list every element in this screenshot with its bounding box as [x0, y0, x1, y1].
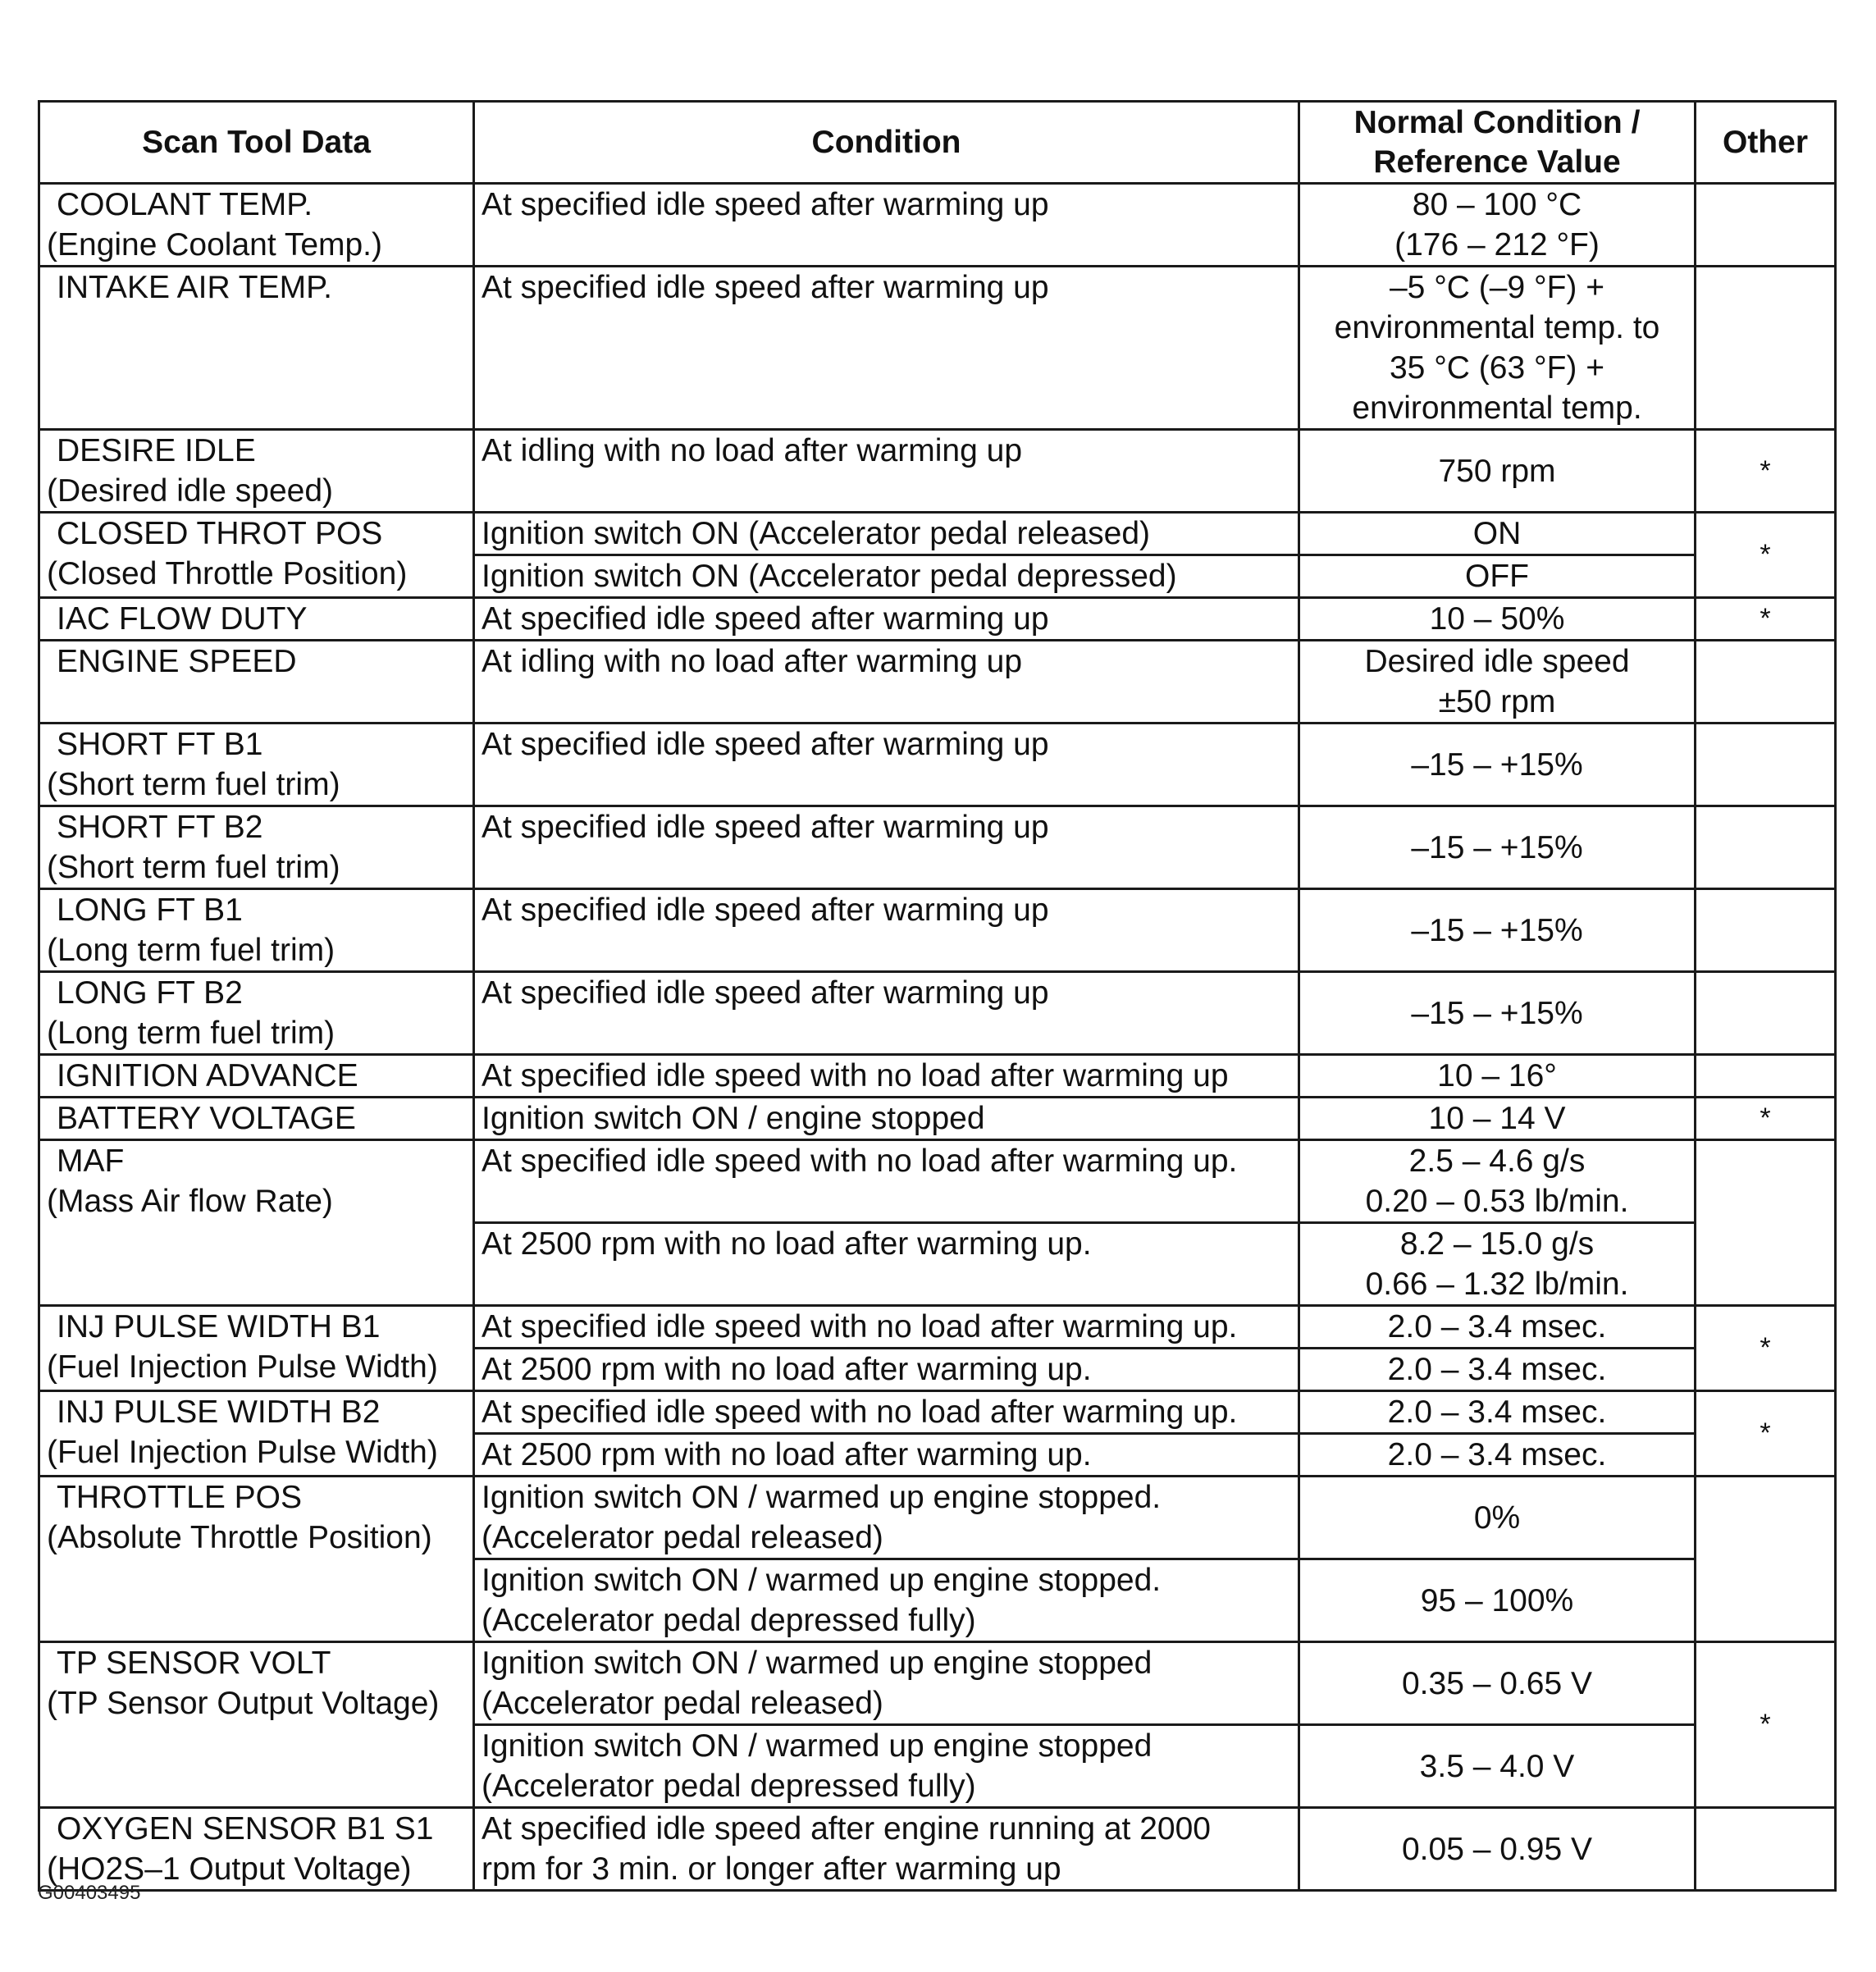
reference-value-cell: OFF	[1299, 555, 1696, 598]
other-cell: *	[1696, 430, 1836, 513]
other-cell	[1696, 1808, 1836, 1891]
reference-value-cell: 2.0 – 3.4 msec.	[1299, 1434, 1696, 1477]
table-header-row	[39, 102, 1836, 184]
reference-value-cell: 10 – 16°	[1299, 1055, 1696, 1098]
condition-cell: At specified idle speed after warming up	[474, 724, 1299, 806]
reference-value-cell: ON	[1299, 513, 1696, 555]
reference-value-cell: –15 – +15%	[1299, 889, 1696, 972]
reference-value-cell: –15 – +15%	[1299, 724, 1696, 806]
condition-cell: At specified idle speed after engine running at 2000 rpm for 3 min. or longer after warming up	[474, 1808, 1299, 1891]
reference-value-cell: –15 – +15%	[1299, 972, 1696, 1055]
condition-cell: At specified idle speed after warming up	[474, 267, 1299, 430]
condition-cell: At specified idle speed after warming up	[474, 806, 1299, 889]
table-row	[39, 724, 1836, 806]
table-row	[39, 1808, 1836, 1891]
scan-tool-data-cell: ENGINE SPEED	[39, 641, 474, 724]
condition-cell: Ignition switch ON / warmed up engine stopped. (Accelerator pedal released)	[474, 1477, 1299, 1559]
table-row	[39, 1477, 1836, 1559]
other-cell	[1696, 889, 1836, 972]
condition-cell: At 2500 rpm with no load after warming up.	[474, 1434, 1299, 1477]
reference-value-cell: –5 °C (–9 °F) + environmental temp. to 35 °C (63 °F) + environmental temp.	[1299, 267, 1696, 430]
scan-tool-data-cell: INJ PULSE WIDTH B1 (Fuel Injection Pulse Width)	[39, 1306, 474, 1391]
condition-cell: Ignition switch ON (Accelerator pedal released)	[474, 513, 1299, 555]
other-cell: *	[1696, 1306, 1836, 1391]
other-cell	[1696, 1477, 1836, 1642]
scan-tool-data-table	[38, 100, 1837, 1892]
table-row	[39, 1306, 1836, 1349]
condition-cell: At specified idle speed after warming up	[474, 184, 1299, 267]
other-cell: *	[1696, 598, 1836, 641]
scan-tool-data-cell: THROTTLE POS (Absolute Throttle Position)	[39, 1477, 474, 1642]
table-row	[39, 430, 1836, 513]
scan-tool-data-cell: INTAKE AIR TEMP.	[39, 267, 474, 430]
table-row	[39, 806, 1836, 889]
condition-cell: At specified idle speed with no load after warming up	[474, 1055, 1299, 1098]
scan-tool-data-cell: SHORT FT B1 (Short term fuel trim)	[39, 724, 474, 806]
reference-value-cell: 0.05 – 0.95 V	[1299, 1808, 1696, 1891]
other-cell	[1696, 724, 1836, 806]
table-row	[39, 1642, 1836, 1725]
reference-value-cell: –15 – +15%	[1299, 806, 1696, 889]
scan-tool-data-cell: IAC FLOW DUTY	[39, 598, 474, 641]
other-cell	[1696, 972, 1836, 1055]
reference-value-cell: 750 rpm	[1299, 430, 1696, 513]
condition-cell: At specified idle speed after warming up	[474, 889, 1299, 972]
table-row	[39, 1140, 1836, 1223]
table-row	[39, 184, 1836, 267]
reference-value-cell: 10 – 14 V	[1299, 1098, 1696, 1140]
condition-cell: Ignition switch ON / warmed up engine stopped (Accelerator pedal released)	[474, 1642, 1299, 1725]
header-condition: Condition	[474, 102, 1299, 184]
reference-value-cell: 95 – 100%	[1299, 1559, 1696, 1642]
reference-value-cell: 80 – 100 °C (176 – 212 °F)	[1299, 184, 1696, 267]
condition-cell: Ignition switch ON / warmed up engine stopped (Accelerator pedal depressed fully)	[474, 1725, 1299, 1808]
condition-cell: Ignition switch ON / engine stopped	[474, 1098, 1299, 1140]
reference-value-cell: 2.0 – 3.4 msec.	[1299, 1349, 1696, 1391]
condition-cell: Ignition switch ON (Accelerator pedal depressed)	[474, 555, 1299, 598]
header-scan-tool-data: Scan Tool Data	[39, 102, 474, 184]
table-row	[39, 267, 1836, 430]
other-cell	[1696, 184, 1836, 267]
condition-cell: At specified idle speed with no load after warming up.	[474, 1391, 1299, 1434]
scan-tool-data-cell: LONG FT B2 (Long term fuel trim)	[39, 972, 474, 1055]
table-row	[39, 513, 1836, 555]
condition-cell: At specified idle speed after warming up	[474, 972, 1299, 1055]
condition-cell: At 2500 rpm with no load after warming up.	[474, 1349, 1299, 1391]
other-cell	[1696, 267, 1836, 430]
scan-tool-data-cell: INJ PULSE WIDTH B2 (Fuel Injection Pulse Width)	[39, 1391, 474, 1477]
other-cell	[1696, 806, 1836, 889]
scan-tool-data-cell: COOLANT TEMP. (Engine Coolant Temp.)	[39, 184, 474, 267]
scan-tool-data-cell: MAF (Mass Air flow Rate)	[39, 1140, 474, 1306]
condition-cell: At specified idle speed with no load after warming up.	[474, 1140, 1299, 1223]
other-cell: *	[1696, 1391, 1836, 1477]
scan-tool-data-cell: DESIRE IDLE (Desired idle speed)	[39, 430, 474, 513]
other-cell: *	[1696, 1642, 1836, 1808]
reference-value-cell: 10 – 50%	[1299, 598, 1696, 641]
header-normal-condition: Normal Condition / Reference Value	[1299, 102, 1696, 184]
condition-cell: At 2500 rpm with no load after warming up.	[474, 1223, 1299, 1306]
reference-value-cell: 2.0 – 3.4 msec.	[1299, 1391, 1696, 1434]
scan-tool-data-cell: BATTERY VOLTAGE	[39, 1098, 474, 1140]
other-cell	[1696, 641, 1836, 724]
condition-cell: Ignition switch ON / warmed up engine stopped. (Accelerator pedal depressed fully)	[474, 1559, 1299, 1642]
reference-value-cell: 2.0 – 3.4 msec.	[1299, 1306, 1696, 1349]
scan-tool-data-cell: LONG FT B1 (Long term fuel trim)	[39, 889, 474, 972]
table-row	[39, 598, 1836, 641]
document-id: G00403495	[38, 1882, 141, 1904]
scan-tool-data-cell: OXYGEN SENSOR B1 S1 (HO2S–1 Output Voltage)	[39, 1808, 474, 1891]
reference-value-cell: Desired idle speed ±50 rpm	[1299, 641, 1696, 724]
table-row	[39, 1098, 1836, 1140]
table-row	[39, 641, 1836, 724]
table-row	[39, 889, 1836, 972]
table-row	[39, 1391, 1836, 1434]
reference-value-cell: 0.35 – 0.65 V	[1299, 1642, 1696, 1725]
scan-tool-data-cell: IGNITION ADVANCE	[39, 1055, 474, 1098]
scan-tool-data-cell: CLOSED THROT POS (Closed Throttle Position)	[39, 513, 474, 598]
table-row	[39, 972, 1836, 1055]
reference-value-cell: 0%	[1299, 1477, 1696, 1559]
scan-tool-data-cell: TP SENSOR VOLT (TP Sensor Output Voltage)	[39, 1642, 474, 1808]
header-other: Other	[1696, 102, 1836, 184]
scan-tool-data-cell: SHORT FT B2 (Short term fuel trim)	[39, 806, 474, 889]
condition-cell: At specified idle speed after warming up	[474, 598, 1299, 641]
reference-value-cell: 8.2 – 15.0 g/s 0.66 – 1.32 lb/min.	[1299, 1223, 1696, 1306]
condition-cell: At specified idle speed with no load after warming up.	[474, 1306, 1299, 1349]
other-cell	[1696, 1140, 1836, 1306]
condition-cell: At idling with no load after warming up	[474, 430, 1299, 513]
table-row	[39, 1055, 1836, 1098]
reference-value-cell: 3.5 – 4.0 V	[1299, 1725, 1696, 1808]
other-cell: *	[1696, 1098, 1836, 1140]
reference-value-cell: 2.5 – 4.6 g/s 0.20 – 0.53 lb/min.	[1299, 1140, 1696, 1223]
condition-cell: At idling with no load after warming up	[474, 641, 1299, 724]
other-cell: *	[1696, 513, 1836, 598]
other-cell	[1696, 1055, 1836, 1098]
